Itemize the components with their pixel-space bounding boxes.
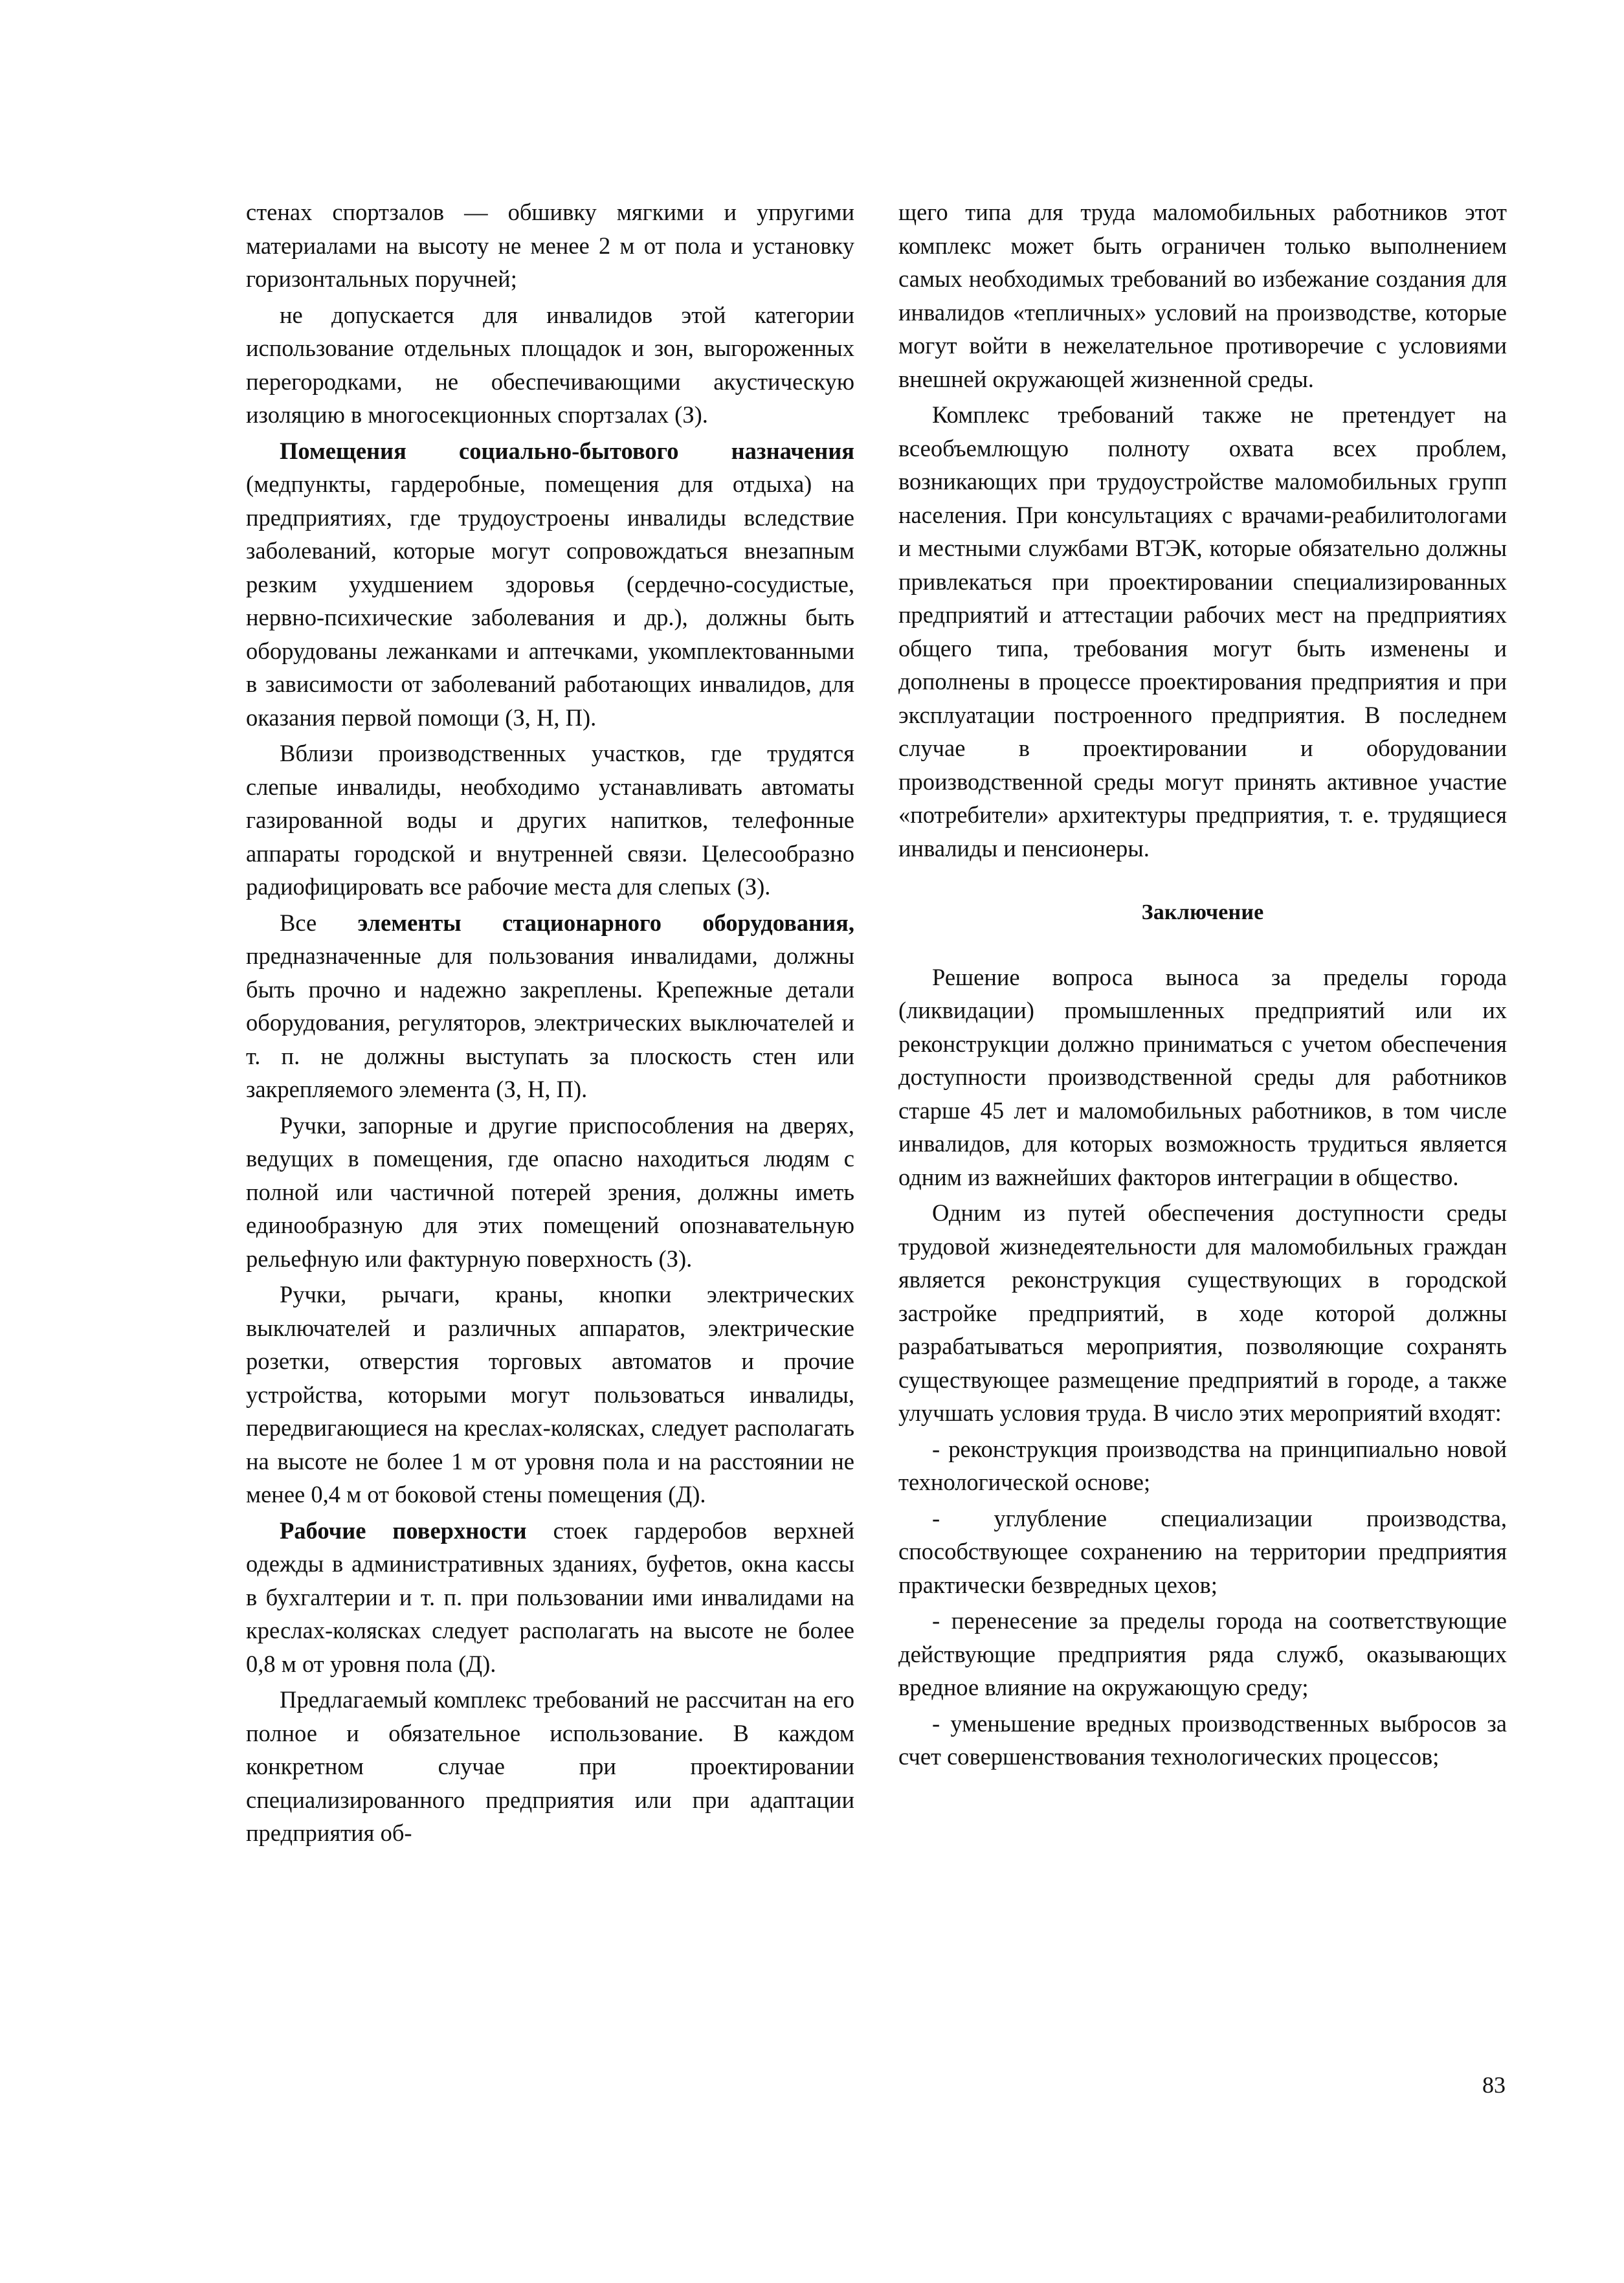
- section-heading: Заключение: [1141, 900, 1264, 924]
- list-item: - реконструкция производства на принципиально новой технологической основе;: [898, 1435, 1507, 1495]
- bold-term: элементы стационарного оборудования,: [357, 909, 854, 936]
- list-item: - уменьшение вредных производственных выбросов за счет совершенствования технологических процессов;: [898, 1709, 1507, 1770]
- paragraph: [246, 1514, 854, 1681]
- paragraph: Вблизи производственных участков, где трудятся слепые инвалиды, необходимо устанавливать автоматы газированной воды и других напитков, телефонные аппараты городской и внутренней связи. Целесообразно радиофицировать все рабочие места для слепых (З).: [246, 740, 854, 900]
- paragraph-text: Все: [280, 909, 358, 936]
- paragraph: щего типа для труда маломобильных работников этот комплекс может быть ограничен только выполнением самых необходимых требований во избежание создания для инвалидов «тепличных» условий на производстве, которые могут войти в нежелательное противоречие с условиями внешней окружающей жизненной среды.: [898, 199, 1507, 392]
- paragraph: Ручки, запорные и другие приспособления на дверях, ведущих в помещения, где опасно находиться людям с полной или частичной потерей зрения, должны иметь единообразную для этих помещений опознавательную рельефную или фактурную поверхность (З).: [246, 1111, 854, 1272]
- paragraph: Предлагаемый комплекс требований не рассчитан на его полное и обязательное использование. В каждом конкретном случае при проектировании специализированного предприятия или при адаптации предприятия об-: [246, 1686, 854, 1846]
- paragraph: не допускается для инвалидов этой категории использование отдельных площадок и зон, выгороженных перегородками, не обеспечивающими акустическую изоляцию в многосекционных спортзалах (З).: [246, 301, 854, 428]
- left-column: [246, 195, 854, 1850]
- paragraph-text: предназначенные для пользования инвалидами, должны быть прочно и надежно закреплены. Крепежные детали оборудования, регуляторов, электрических выключателей и т. п. не должны выступать за плоскость стен или закрепляемого элемента (З, Н, П).: [246, 942, 854, 1102]
- list-item: - перенесение за пределы города на соответствующие действующие предприятия ряда служб, оказывающих вредное влияние на окружающую среду;: [898, 1607, 1507, 1700]
- paragraph: стенах спортзалов — обшивку мягкими и упругими материалами на высоту не менее 2 м от пола и установку горизонтальных поручней;: [246, 199, 854, 292]
- list-item: - углубление специализации производства, способствующее сохранению на территории предприятия практически безвредных цехов;: [898, 1504, 1507, 1598]
- paragraph: [246, 906, 854, 1106]
- paragraph: Одним из путей обеспечения доступности среды трудовой жизнедеятельности для маломобильных граждан является реконструкция существующих в городской застройке предприятий, в ходе которой должны разрабатываться мероприятия, позволяющие сохранять существующее размещение предприятий в городе, а также улучшать условия труда. В число этих мероприятий входят:: [898, 1199, 1507, 1426]
- bold-term: Помещения социально-бытового назначения: [280, 437, 854, 464]
- page-number: 83: [1482, 2072, 1506, 2098]
- paragraph: [246, 434, 854, 735]
- right-column: [898, 195, 1507, 1774]
- paragraph: Решение вопроса выноса за пределы города (ликвидации) промышленных предприятий или их реконструкции должно приниматься с учетом обеспечения доступности производственной среды для работников старше 45 лет и маломобильных работников, в том числе инвалидов, для которых возможность трудиться является одним из важнейших факторов интеграции в общество.: [898, 963, 1507, 1190]
- paragraph-text: стоек гардеробов верхней одежды в административных зданиях, буфетов, окна кассы в бухгалтерии и т. п. при пользовании ими инвалидами на креслах-колясках следует располагать на высоте не более 0,8 м от уровня пола (Д).: [246, 1517, 854, 1677]
- paragraph: Ручки, рычаги, краны, кнопки электрических выключателей и различных аппаратов, электрические розетки, отверстия торговых автоматов и прочие устройства, которыми могут пользоваться инвалиды, передвигающиеся на креслах-колясках, следует располагать на высоте не более 1 м от уровня пола и на расстоянии не менее 0,4 м от боковой стены помещения (Д).: [246, 1281, 854, 1508]
- paragraph: Комплекс требований также не претендует на всеобъемлющую полноту охвата всех проблем, возникающих при трудоустройстве маломобильных групп населения. При консультациях с врачами-реабилитологами и местными службами ВТЭК, которые обязательно должны привлекаться при проектировании специализированных предприятий и аттестации рабочих мест на предприятиях общего типа, требования могут быть изменены и дополнены в процессе проектирования предприятия и при эксплуатации построенного предприятия. В последнем случае в проектировании и оборудовании производственной среды могут принять активное участие «потребители» архитектуры предприятия, т. е. трудящиеся инвалиды и пенсионеры.: [898, 401, 1507, 862]
- bold-term: Рабочие поверхности: [280, 1517, 527, 1544]
- paragraph-text: (медпункты, гардеробные, помещения для отдыха) на предприятиях, где трудоустроены инвалиды вследствие заболеваний, которые могут сопровождаться внезапным резким ухудшением здоровья (сердечно-сосудистые, нервно-психические заболевания и др.), должны быть оборудованы лежанками и аптечками, укомплектованными в зависимости от заболеваний работающих инвалидов, для оказания первой помощи (З, Н, П).: [246, 471, 854, 731]
